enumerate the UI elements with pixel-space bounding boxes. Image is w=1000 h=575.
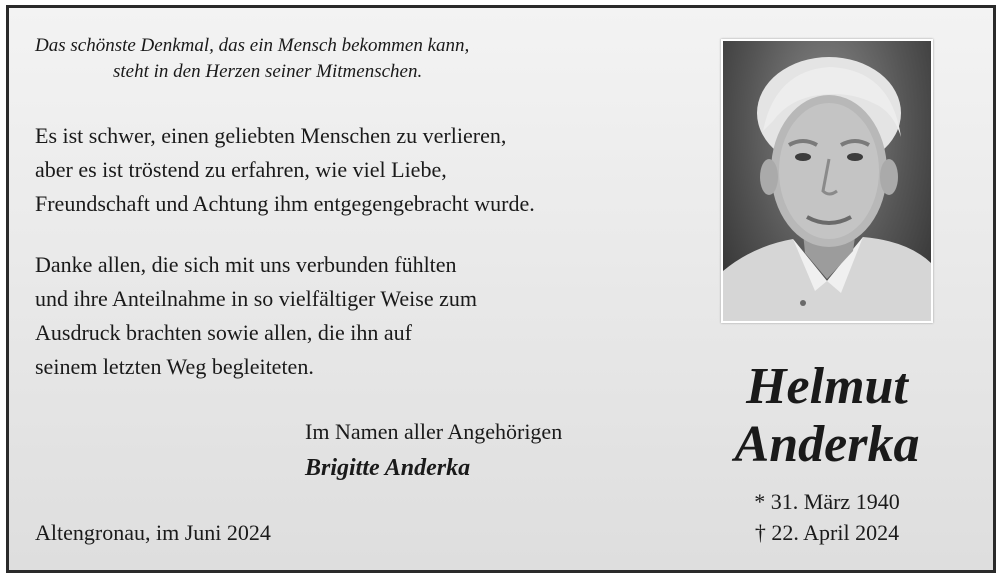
- birth-date: * 31. März 1940: [754, 489, 900, 514]
- thanks-paragraph: [35, 248, 675, 384]
- text-line: aber es ist tröstend zu erfahren, wie viel Liebe,: [35, 157, 447, 182]
- condolence-paragraph: [35, 119, 675, 221]
- portrait-photo: [721, 39, 933, 323]
- quote-line: steht in den Herzen seiner Mitmenschen.: [113, 61, 423, 82]
- signature-name: Brigitte Anderka: [305, 455, 471, 481]
- portrait-illustration: [723, 41, 931, 321]
- text-line: Es ist schwer, einen geliebten Menschen zu verlieren,: [35, 123, 507, 148]
- first-name: Helmut: [746, 358, 908, 415]
- place-date: Altengronau, im Juni 2024: [35, 520, 271, 545]
- obituary-card: [6, 5, 996, 573]
- text-line: Ausdruck brachten sowie allen, die ihn auf: [35, 320, 412, 345]
- signoff: [305, 415, 562, 485]
- quote-line: Das schönste Denkmal, das ein Mensch bekommen kann,: [35, 35, 470, 56]
- signoff-intro: Im Namen aller Angehörigen: [305, 419, 563, 444]
- memorial-quote: [35, 33, 595, 85]
- text-line: Danke allen, die sich mit uns verbunden fühlten: [35, 252, 457, 277]
- deceased-name: [709, 358, 945, 474]
- text-line: seinem letzten Weg begleiteten.: [35, 354, 314, 379]
- last-name: Anderka: [734, 416, 920, 473]
- death-date: † 22. April 2024: [754, 520, 900, 545]
- life-dates: [709, 486, 945, 548]
- text-line: Freundschaft und Achtung ihm entgegengebracht wurde.: [35, 191, 535, 216]
- text-line: und ihre Anteilnahme in so vielfältiger Weise zum: [35, 286, 477, 311]
